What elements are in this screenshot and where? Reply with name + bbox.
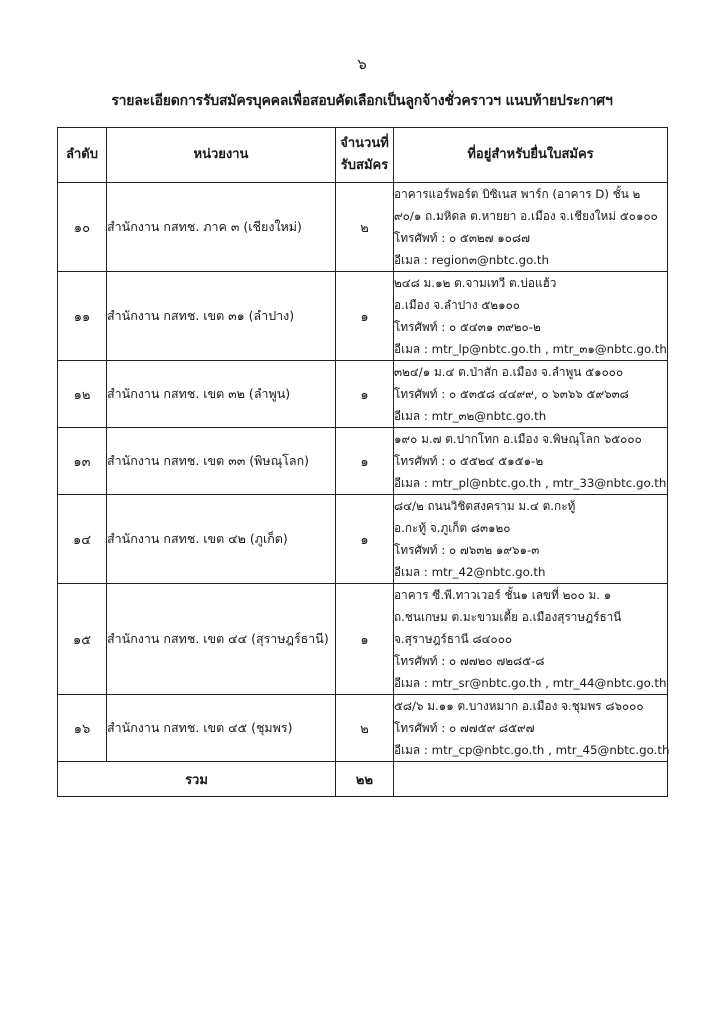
row-address [394,695,668,762]
row-number: ๑๑ [58,272,107,361]
header-address: ที่อยู่สำหรับยื่นใบสมัคร [394,128,668,183]
row-number: ๑๓ [58,428,107,495]
row-unit: สำนักงาน กสทช. เขต ๓๑ (ลำปาง) [107,272,336,361]
row-address [394,495,668,584]
table-row [58,272,668,361]
address-line: อีเมล : mtr_lp@nbtc.go.th , mtr_๓๑@nbtc.go.th [394,342,667,356]
row-count: ๒ [336,695,394,762]
address-line: ถ.ชนเกษม ต.มะขามเตี้ย อ.เมืองสุราษฎร์ธานี [394,610,622,624]
row-number: ๑๔ [58,495,107,584]
address-line: โทรศัพท์ : ๐ ๗๗๕๙ ๘๕๙๗ [394,721,535,735]
total-count: ๒๒ [336,762,394,797]
row-address [394,361,668,428]
total-label: รวม [58,762,336,797]
row-unit: สำนักงาน กสทช. เขต ๔๔ (สุราษฎร์ธานี) [107,584,336,695]
row-unit: สำนักงาน กสทช. เขต ๓๓ (พิษณุโลก) [107,428,336,495]
row-count: ๒ [336,183,394,272]
address-line: อีเมล : region๓@nbtc.go.th [394,253,549,267]
table-body [58,183,668,762]
address-line: โทรศัพท์ : ๐ ๕๕๒๔ ๕๑๕๑-๒ [394,454,544,468]
row-unit: สำนักงาน กสทช. เขต ๓๒ (ลำพูน) [107,361,336,428]
address-line: อีเมล : mtr_sr@nbtc.go.th , mtr_44@nbtc.go.th [394,676,667,690]
address-line: อาคารแอร์พอร์ต บิซิเนส พาร์ก (อาคาร D) ชั้น ๒ [394,187,641,201]
total-row [58,762,668,797]
row-number: ๑๖ [58,695,107,762]
address-line: จ.สุราษฎร์ธานี ๘๔๐๐๐ [394,632,513,646]
address-line: ๓๒๔/๑ ม.๔ ต.ป่าสัก อ.เมือง จ.ลำพูน ๕๑๐๐๐ [394,365,624,379]
row-count: ๑ [336,428,394,495]
table-row [58,584,668,695]
table-row [58,695,668,762]
address-line: อีเมล : mtr_๓๒@nbtc.go.th [394,409,547,423]
row-unit: สำนักงาน กสทช. เขต ๔๕ (ชุมพร) [107,695,336,762]
address-line: อาคาร ซี.พี.ทาวเวอร์ ชั้น๑ เลขที่ ๒๐๐ ม. ๑ [394,588,612,602]
total-address-empty [394,762,668,797]
document-title: รายละเอียดการรับสมัครบุคคลเพื่อสอบคัดเลือกเป็นลูกจ้างชั่วคราวฯ แนบท้ายประกาศฯ [111,93,613,109]
address-line: ๒๔๘ ม.๑๒ ต.จามเทวี ต.บ่อแฮ้ว [394,276,557,290]
row-number: ๑๒ [58,361,107,428]
address-line: โทรศัพท์ : ๐ ๕๓๒๗ ๑๐๘๗ [394,231,530,245]
recruitment-table [57,127,668,797]
header-count-line1: จำนวนที่ [340,136,389,151]
address-line: อีเมล : mtr_42@nbtc.go.th [394,565,546,579]
row-address [394,183,668,272]
table-row [58,361,668,428]
row-count: ๑ [336,495,394,584]
row-address [394,584,668,695]
address-line: ๙๐/๑ ถ.มหิดล ต.หายยา อ.เมือง จ.เชียงใหม่ ๕๐๑๐๐ [394,209,658,223]
row-number: ๑๐ [58,183,107,272]
row-number: ๑๕ [58,584,107,695]
row-count: ๑ [336,272,394,361]
row-count: ๑ [336,361,394,428]
address-line: ๕๘/๖ ม.๑๑ ต.บางหมาก อ.เมือง จ.ชุมพร ๘๖๐๐๐ [394,699,644,713]
address-line: ๑๙๐ ม.๗ ต.ปากโทก อ.เมือง จ.พิษณุโลก ๖๕๐๐๐ [394,432,642,446]
address-line: อ.เมือง จ.ลำปาง ๕๒๑๐๐ [394,298,520,312]
table-header-row [58,128,668,183]
page-number: ๖ [357,55,367,73]
header-unit: หน่วยงาน [107,128,336,183]
row-address [394,428,668,495]
header-count [336,128,394,183]
row-count: ๑ [336,584,394,695]
address-line: โทรศัพท์ : ๐ ๕๓๕๘ ๔๔๙๙, ๐ ๖๓๖๖ ๕๙๖๓๘ [394,387,629,401]
row-unit: สำนักงาน กสทช. ภาค ๓ (เชียงใหม่) [107,183,336,272]
address-line: อีเมล : mtr_pl@nbtc.go.th , mtr_33@nbtc.go.th [394,476,667,490]
table-row [58,495,668,584]
address-line: โทรศัพท์ : ๐ ๕๔๓๑ ๓๙๒๐-๒ [394,320,541,334]
table-row [58,183,668,272]
address-line: อีเมล : mtr_cp@nbtc.go.th , mtr_45@nbtc.go.th [394,743,670,757]
address-line: โทรศัพท์ : ๐ ๗๗๒๐ ๗๒๘๕-๘ [394,654,545,668]
header-no: ลำดับ [58,128,107,183]
address-line: อ.กะทู้ จ.ภูเก็ต ๘๓๑๒๐ [394,521,511,535]
address-line: ๘๔/๒ ถนนวิชิตสงคราม ม.๔ ต.กะทู้ [394,499,576,513]
row-address [394,272,668,361]
row-unit: สำนักงาน กสทช. เขต ๔๒ (ภูเก็ต) [107,495,336,584]
table-row [58,428,668,495]
header-count-line2: รับสมัคร [340,158,389,173]
address-line: โทรศัพท์ : ๐ ๗๖๓๒ ๑๙๖๑-๓ [394,543,540,557]
